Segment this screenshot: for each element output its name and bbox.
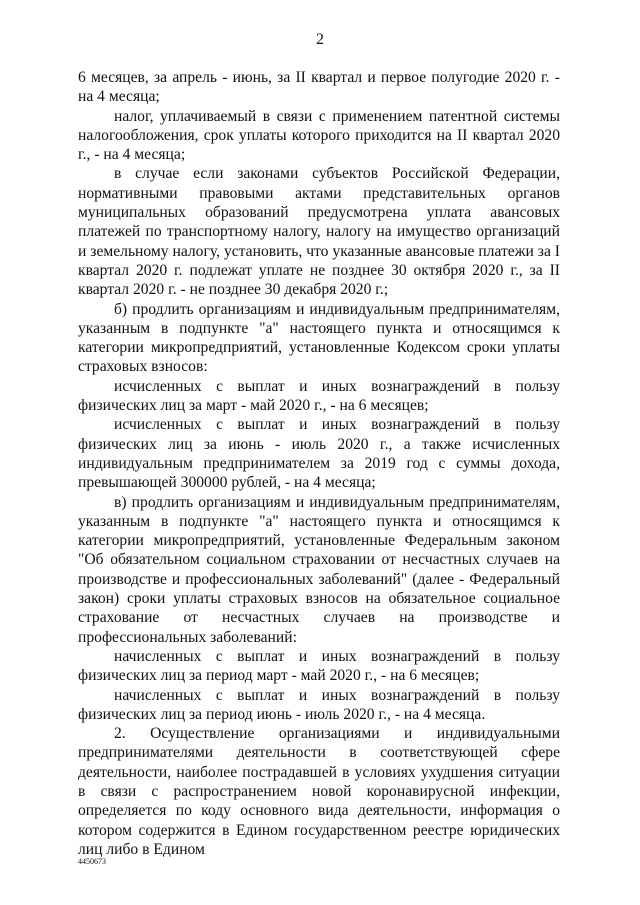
paragraph-subitem-b: б) продлить организациям и индивидуальным предпринимателям, указанным в подпункте "а" настоящего пункта и относящимся к категории микропредприятий, установленные Кодексом сроки уплаты страховых взносов:: [78, 300, 560, 376]
document-number: 4450673: [78, 857, 106, 866]
paragraph-accrued-june-july: начисленных с выплат и иных вознаграждений в пользу физических лиц за период июнь - июль 2020 г., - на 4 месяца.: [78, 686, 560, 723]
paragraph-item-2: 2. Осуществление организациями и индивидуальными предпринимателями деятельности в соответствующей сфере деятельности, наиболее пострадавшей в условиях ухудшения ситуации в связи с распространением новой коронавирусной инфекции, определяется по коду основного вида деятельности, информация о котором содержится в Едином государственном реестре юридических лиц либо в Едином: [78, 725, 560, 858]
paragraph-contributions-june-july: исчисленных с выплат и иных вознаграждений в пользу физических лиц за июнь - июль 2020 г., а также исчисленных индивидуальным предпринимателем за 2019 год с суммы дохода, превышающей 300000 рублей, - на 4 месяца;: [78, 416, 560, 492]
paragraph-advance-payments: в случае если законами субъектов Российской Федерации, нормативными правовыми актами представительных органов муниципальных образований предусмотрена уплата авансовых платежей по транспортному налогу, налогу на имущество организаций и земельному налогу, установить, что указанные авансовые платежи за I квартал 2020 г. подлежат уплате не позднее 30 октября 2020 г., за II квартал 2020 г. - не позднее 30 декабря 2020 г.;: [78, 165, 560, 299]
document-body: [78, 68, 560, 859]
paragraph-subitem-v: в) продлить организациям и индивидуальным предпринимателям, указанным в подпункте "а" настоящего пункта и относящимся к категории микропредприятий, установленные Федеральным законом "Об обязательном социальном страховании от несчастных случаев на производстве и профессиональных заболеваний" (далее - Федеральный закон) сроки уплаты страховых взносов на обязательное социальное страхование от несчастных случаев на производстве и профессиональных заболеваний:: [78, 493, 560, 646]
paragraph-tax-deadline-continuation: 6 месяцев, за апрель - июнь, за II квартал и первое полугодие 2020 г. - на 4 месяца;: [78, 69, 560, 106]
page-number: 2: [316, 31, 324, 48]
paragraph-accrued-march-may: начисленных с выплат и иных вознаграждений в пользу физических лиц за период март - май 2020 г., - на 6 месяцев;: [78, 647, 560, 685]
paragraph-contributions-march-may: исчисленных с выплат и иных вознаграждений в пользу физических лиц за март - май 2020 г., - на 6 месяцев;: [78, 377, 560, 415]
paragraph-patent-tax: налог, уплачиваемый в связи с применением патентной системы налогообложения, срок уплаты которого приходится на II квартал 2020 г., - на 4 месяца;: [78, 107, 560, 164]
